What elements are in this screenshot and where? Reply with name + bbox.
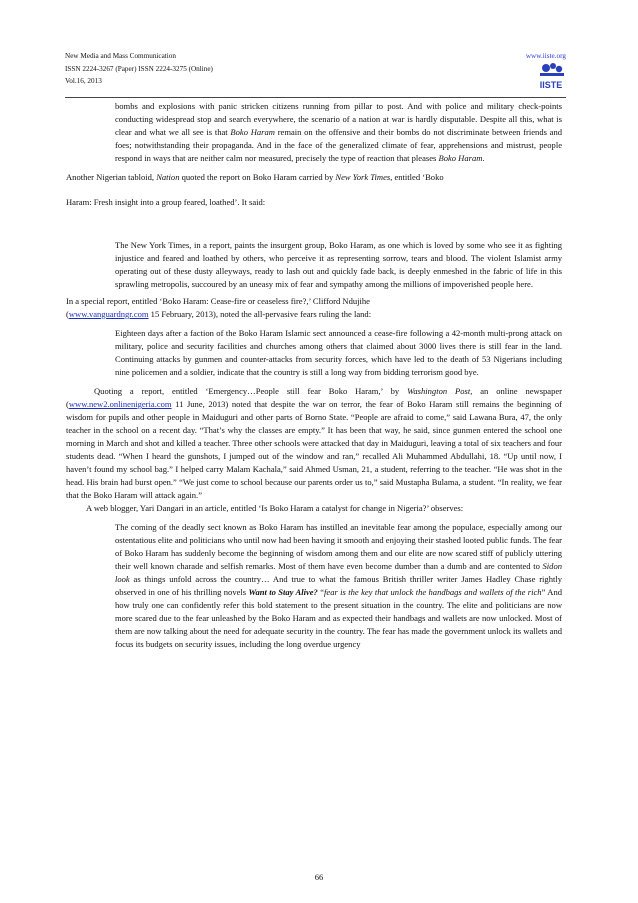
volume-line: Vol.16, 2013 (65, 77, 102, 85)
q1-run: remain on the offensive and their bombs do not discriminate between friends and foes; notwithstanding their propaganda. And in the face of the generalized climate of fear, apprehensions and mistrust, people respond in ways that are neither calm nor measured, precisely the type of reaction that pleases (115, 127, 563, 163)
onlinenigeria-link[interactable]: www.new2.onlinenigeria.com (68, 399, 172, 409)
q1-run: bombs and explosions with panic stricken citizens running from pillar to post. And with police and military check-points conducting widespread stop and search everywhere, the scenario of a nation at war is hardly disputable. Despite all this, what is clear and what we all see is that (115, 101, 562, 137)
vanguard-text-2: 15 February, 2013), noted the all-pervasive fears ruling the land: (148, 309, 372, 319)
q4-text (115, 521, 562, 651)
p1-text (66, 171, 562, 184)
wp-text-3: 11 June, 2013) noted that despite the war on terror, the fear of Boko Haram still remains the beginning of wisdom for pupils and other people in Maiduguri and other parts of Borno State. “People are afraid to come,” said Lawana Bura, 47, the only teacher in the school on a recent day. “That’s why the classes are empty.” It has been that way, he said, since gunmen entered the school one morning in March and shot and killed a teacher. Three other schools were attacked that day in Maiduguri, leaving a total of six teachers and four students dead. “When I heard the gunshots, I jumped out of the window and ran,” recalled Ali Muhammed Abdullahi, 18. “Up until now, I haven’t found my school bag.” I helped carry Malam Kachala,” said Ahmed Usman, 21, a student, referring to the teacher. “He was shot in the head. His brain had burst open.” “We just come to school because our parents order us to,” said Mustapha Bulama, a student. “In reality, we fear that the Boko Haram will attack again.” (66, 399, 562, 500)
p1-run: , entitled ‘Boko (390, 172, 444, 182)
vanguard-link[interactable]: www.vanguardngr.com (68, 309, 149, 319)
block-quote-2 (115, 239, 562, 291)
article-body (66, 100, 562, 651)
q1-text (115, 100, 562, 165)
quote-2-text: The New York Times, in a report, paints the insurgent group, Boko Haram, as one which is loved by some who see it as fighting injustice and feared and loathed by others, who perceive it as representing sorrow, tears and blood. The violent Islamist army operating out of these dusty alleyways, ready to lash out and quickly fade back, is deeply enmeshed in the fabric of life in this sprawling metropolis, succoured by an uneasy mix of fear and sympathy among the millions of impoverished people here. (115, 240, 562, 289)
q4-run: The coming of the deadly sect known as Boko Haram has instilled an inevitable fear among the populace, especially among our ostentatious elite and politicians who until now had been having it smooth and enjoying their stashed looted public funds. The fear of Boko Haram has suddenly become the beginning of wisdom among them and our elite are now scared stiff of publicly uttering their well known charade and selfish remarks. Most of them have even become dumber than a dumb and are contented to (115, 522, 562, 571)
paragraph-vanguard: In a special report, entitled ‘Boko Haram: Cease-fire or ceaseless fire?,’ Clifford Ndujihe (www.vanguardngr.com 15 February, 2013), noted the all-pervasive fears ruling the land: (66, 296, 372, 319)
journal-url-link[interactable]: www.iiste.org (525, 52, 566, 60)
page-header (65, 50, 566, 88)
q4-run: fear is the key that unlock the handbags and wallets of the rich (324, 587, 542, 597)
issn-line: ISSN 2224-3267 (Paper) ISSN 2224-3275 (Online) (65, 64, 213, 73)
iiste-logo (536, 60, 566, 94)
logo-text: IISTE (539, 80, 563, 90)
page-number: 66 (314, 872, 324, 882)
q4-run: Sidon look (115, 561, 562, 584)
q4-run: ” And how truly one can confidently refer this bold statement to the present situation in the country. The elite and politicians are now more scared due to the fear unleashed by the Boko Haram and as expected their handbags and wallets are now unlocked. Most of them are now talking about the need for adequate security in the country. The fear has made the government unlock its wallets and focus its budgets on security issues, including the long overdue urgency (115, 587, 563, 649)
header-rule (65, 97, 566, 98)
q1-run: Boko Haram (438, 153, 483, 163)
paragraph-nation (66, 171, 562, 184)
journal-name: New Media and Mass Communication (65, 52, 176, 60)
paragraph-blogger: A web blogger, Yari Dangari in an article, entitled ‘Is Boko Haram a catalyst for change in Nigeria?’ observes: (86, 503, 464, 513)
q4-run: “ (317, 587, 325, 597)
q4-run: Want to Stay Alive? (248, 587, 318, 597)
p1-run: Nation (156, 172, 180, 182)
q4-run: as things unfold across the country… And true to what the famous British thriller writer James Hadley Chase rightly observed in one of his thrilling novels (115, 574, 562, 597)
block-quote-3 (115, 327, 562, 379)
wp-text-1: Quoting a report, entitled ‘Emergency…People still fear Boko Haram,’ by (94, 386, 408, 396)
paragraph-nation-cont: Haram: Fresh insight into a group feared, loathed’. It said: (66, 197, 266, 207)
quote-3-text: Eighteen days after a faction of the Boko Haram Islamic sect announced a cease-fire following a 42-month multi-prong attack on military, police and security facilities and churches among others that claimed about 3000 lives there is still fear in the land. Continuing attacks by gunmen and counter-attacks from security forces, which have led to the death of 53 Nigerians including nine policemen and a soldier, indicate that the country is still a long way from bidding terrorism good bye. (115, 328, 562, 377)
q1-run: . (482, 153, 485, 163)
wp-text-2: , an online newspaper ( (66, 386, 562, 409)
wp-italic: Washington Post (407, 386, 471, 396)
p1-run: quoted the report on Boko Haram carried by (179, 172, 336, 182)
block-quote-4 (115, 521, 562, 651)
q1-run: Boko Haram (230, 127, 275, 137)
vanguard-text: In a special report, entitled ‘Boko Haram: Cease-fire or ceaseless fire?,’ Clifford Ndujihe (66, 296, 370, 306)
paragraph-washington-post (66, 385, 562, 502)
p1-run: Another Nigerian tabloid, (66, 172, 157, 182)
block-quote-1 (115, 100, 562, 165)
p1-run: New York Times (335, 172, 391, 182)
